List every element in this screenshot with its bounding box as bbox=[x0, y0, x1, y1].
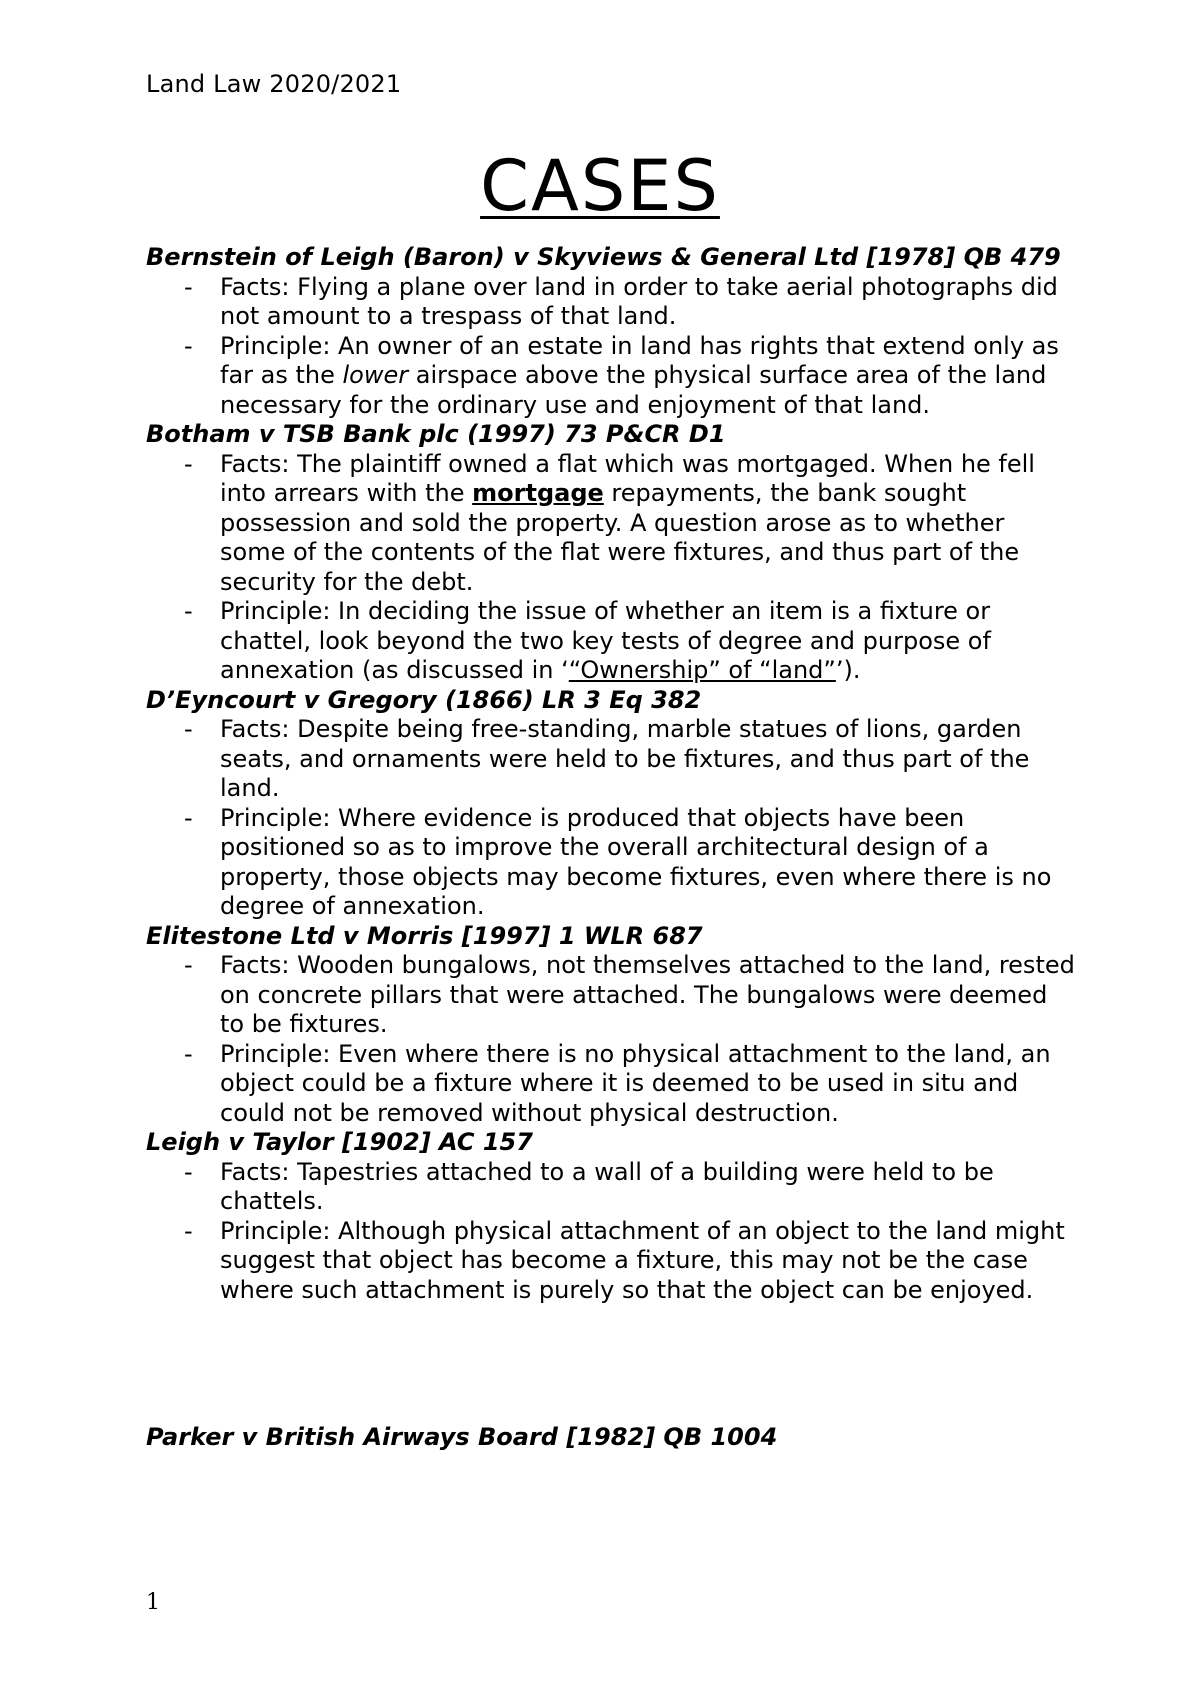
page-number: 1 bbox=[146, 1590, 160, 1615]
case-points bbox=[146, 273, 1076, 421]
case-facts bbox=[146, 450, 1076, 598]
case-entry bbox=[146, 686, 1076, 922]
principle-text: airspace above the physical surface area of the land necessary for the ordinary use and enjoyment of that land. bbox=[220, 361, 1047, 419]
case-entry bbox=[146, 243, 1076, 420]
cases-list bbox=[146, 243, 1076, 1453]
case-title: Parker v British Airways Board [1982] QB 1004 bbox=[146, 1423, 778, 1451]
case-points bbox=[146, 715, 1076, 922]
case-points bbox=[146, 450, 1076, 686]
mortgage-link[interactable]: mortgage bbox=[472, 479, 604, 507]
facts-text: Facts: The plaintiff owned a flat which was mortgaged. When he fell into arrears with the bbox=[220, 449, 1035, 507]
case-entry bbox=[146, 1423, 1076, 1453]
case-principle: - Principle: Where evidence is produced that objects have been positioned so as to improve the overall architectural design of a property, those objects may become fixtures, even where there is no degree of annexation. bbox=[146, 804, 1076, 922]
case-principle bbox=[146, 332, 1076, 421]
case-entry bbox=[146, 1128, 1076, 1305]
ownership-of-land-link[interactable]: “Ownership” of “land” bbox=[568, 656, 836, 684]
case-points bbox=[146, 1158, 1076, 1306]
principle-text: ’). bbox=[835, 656, 861, 684]
case-facts: - Facts: Flying a plane over land in order to take aerial photographs did not amount to a trespass of that land. bbox=[146, 273, 1076, 332]
case-facts: - Facts: Wooden bungalows, not themselves attached to the land, rested on concrete pillars that were attached. The bungalows were deemed to be fixtures. bbox=[146, 951, 1076, 1040]
case-principle bbox=[146, 597, 1076, 686]
blank-space bbox=[146, 1305, 1076, 1423]
case-title: Bernstein of Leigh (Baron) v Skyviews & General Ltd [1978] QB 479 bbox=[146, 243, 1061, 271]
case-title: Elitestone Ltd v Morris [1997] 1 WLR 687 bbox=[146, 921, 703, 950]
facts-text: repayments, the bank sought possession and sold the property. A question arose as to whether some of the contents of the flat were fixtures, and thus part of the security for the debt. bbox=[220, 479, 1020, 596]
page-header: Land Law 2020/2021 bbox=[146, 70, 402, 98]
case-title: Leigh v Taylor [1902] AC 157 bbox=[146, 1128, 533, 1156]
principle-emphasis: lower bbox=[342, 361, 409, 389]
principle-text: Principle: In deciding the issue of whether an item is a fixture or chattel, look beyond the two key tests of degree and purpose of annexation (as discussed in ‘ bbox=[220, 597, 991, 684]
case-principle: - Principle: Even where there is no physical attachment to the land, an object could be a fixture where it is deemed to be used in situ and could not be removed without physical destruction. bbox=[146, 1040, 1076, 1129]
case-facts: - Facts: Tapestries attached to a wall of a building were held to be chattels. bbox=[146, 1158, 1076, 1217]
case-entry bbox=[146, 922, 1076, 1129]
case-points bbox=[146, 951, 1076, 1128]
principle-text: Principle: An owner of an estate in land has rights that extend only as far as the bbox=[220, 331, 1059, 389]
case-title: Botham v TSB Bank plc (1997) 73 P&CR D1 bbox=[146, 420, 726, 448]
case-facts: - Facts: Despite being free-standing, marble statues of lions, garden seats, and ornaments were held to be fixtures, and thus part of the land. bbox=[146, 715, 1076, 804]
page-title: CASES bbox=[480, 145, 720, 227]
case-entry bbox=[146, 420, 1076, 686]
case-title: D’Eyncourt v Gregory (1866) LR 3 Eq 382 bbox=[146, 685, 702, 714]
case-principle: - Principle: Although physical attachment of an object to the land might suggest that object has become a fixture, this may not be the case where such attachment is purely so that the object can be enjoyed. bbox=[146, 1217, 1076, 1306]
